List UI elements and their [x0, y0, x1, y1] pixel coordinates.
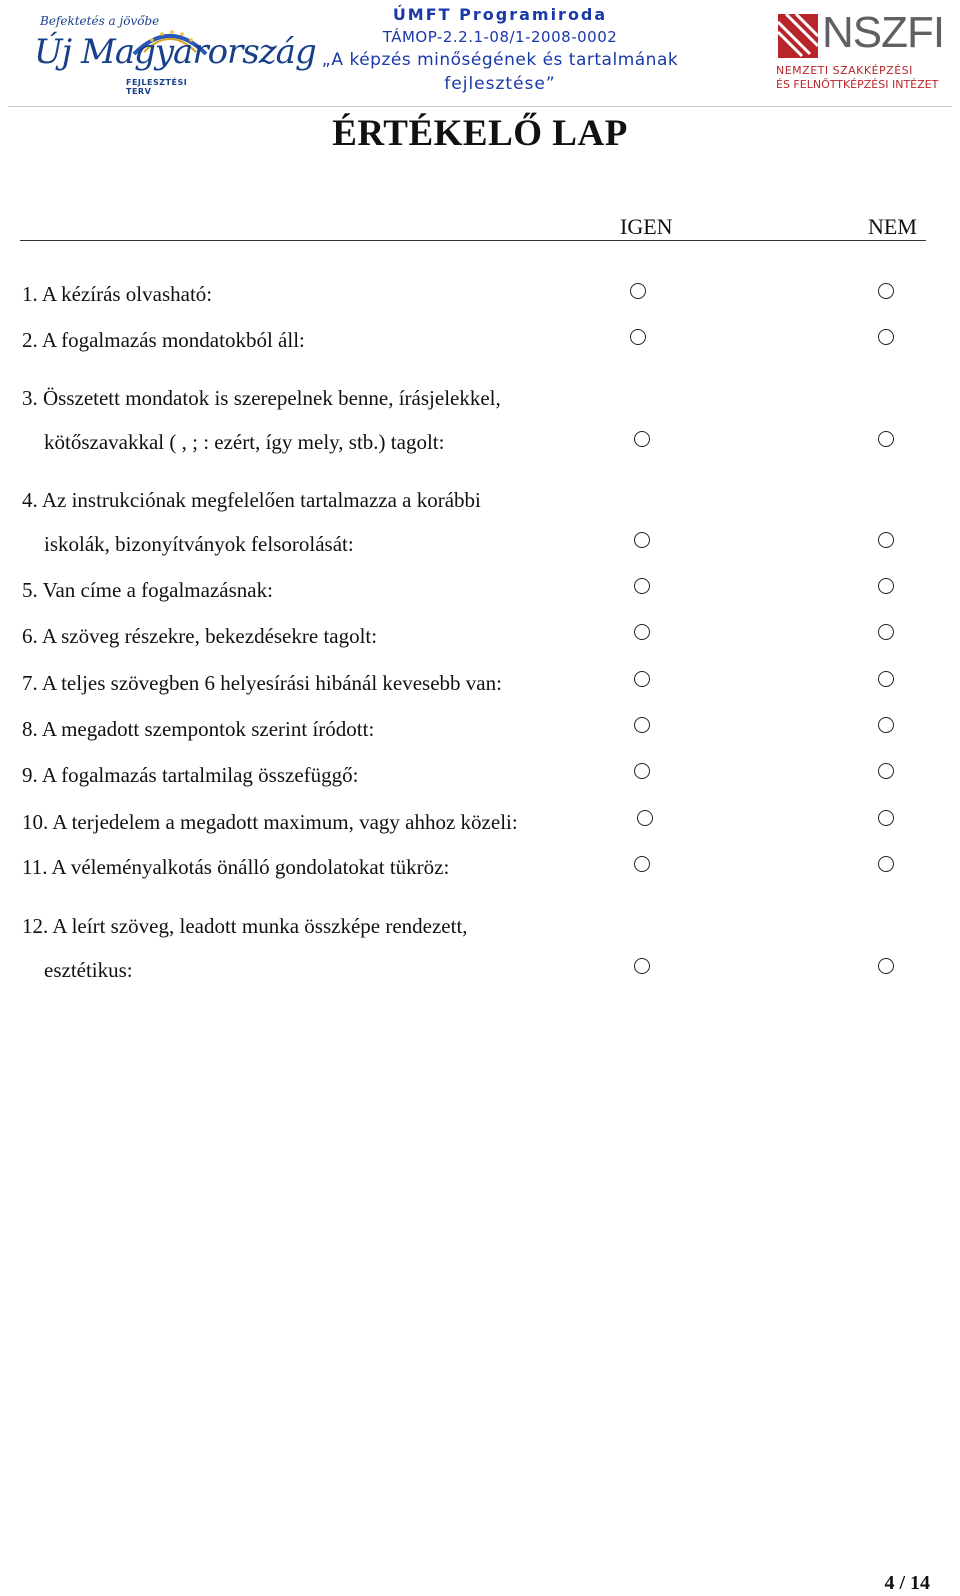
question-9: 9. A fogalmazás tartalmilag összefüggő:: [22, 763, 359, 787]
q12-no-radio[interactable]: [878, 958, 894, 974]
question-2: 2. A fogalmazás mondatokból áll:: [22, 328, 305, 352]
question-5: 5. Van címe a fogalmazásnak:: [22, 578, 273, 602]
q4-yes-radio[interactable]: [634, 532, 650, 548]
nszfi-subtitle-2: ÉS FELNŐTTKÉPZÉSI INTÉZET: [776, 78, 939, 91]
logo-plan: FEJLESZTÉSI TERV: [126, 78, 188, 96]
q4-no-radio[interactable]: [878, 532, 894, 548]
nszfi-mark-icon: [778, 14, 818, 58]
program-heading: [290, 4, 710, 96]
q3-yes-radio[interactable]: [634, 431, 650, 447]
program-office: ÚMFT Programiroda: [392, 5, 608, 24]
question-3: 3. Összetett mondatok is szerepelnek benne, írásjelekkel,: [22, 386, 501, 410]
nszfi-logo: [776, 8, 953, 92]
question-1: 1. A kézírás olvasható:: [22, 282, 213, 306]
question-4: 4. Az instrukciónak megfelelően tartalmazza a korábbi: [22, 488, 481, 512]
nszfi-brand: NSZFI: [822, 8, 945, 57]
q10-yes-radio[interactable]: [637, 810, 653, 826]
column-header-yes: IGEN: [620, 214, 673, 239]
question-12-continued: esztétikus:: [44, 958, 133, 982]
question-8: 8. A megadott szempontok szerint íródott:: [22, 717, 375, 741]
page-header: [0, 0, 960, 110]
nszfi-subtitle-1: NEMZETI SZAKKÉPZÉSI: [776, 64, 913, 77]
question-11: 11. A véleményalkotás önálló gondolatokat tükröz:: [22, 855, 450, 879]
q5-no-radio[interactable]: [878, 578, 894, 594]
q9-yes-radio[interactable]: [634, 763, 650, 779]
logo-tagline: Befektetés a jövőbe: [40, 14, 160, 28]
q8-no-radio[interactable]: [878, 717, 894, 733]
q6-yes-radio[interactable]: [634, 624, 650, 640]
q9-no-radio[interactable]: [878, 763, 894, 779]
q10-no-radio[interactable]: [878, 810, 894, 826]
q5-yes-radio[interactable]: [634, 578, 650, 594]
q1-no-radio[interactable]: [878, 283, 894, 299]
logo-brand: Új Magyarország: [34, 32, 316, 72]
project-code: TÁMOP-2.2.1-08/1-2008-0002: [382, 28, 618, 46]
header-divider: [8, 106, 952, 107]
question-4-continued: iskolák, bizonyítványok felsorolását:: [44, 532, 354, 556]
q7-yes-radio[interactable]: [634, 671, 650, 687]
q12-yes-radio[interactable]: [634, 958, 650, 974]
question-10: 10. A terjedelem a megadott maximum, vagy ahhoz közeli:: [22, 810, 518, 834]
q11-no-radio[interactable]: [878, 856, 894, 872]
column-header-no: NEM: [868, 214, 917, 239]
uj-magyarorszag-logo: [34, 10, 316, 96]
q7-no-radio[interactable]: [878, 671, 894, 687]
q2-no-radio[interactable]: [878, 329, 894, 345]
q6-no-radio[interactable]: [878, 624, 894, 640]
q11-yes-radio[interactable]: [634, 856, 650, 872]
q8-yes-radio[interactable]: [634, 717, 650, 733]
page-number: 4 / 14: [884, 1572, 930, 1594]
column-header-divider: [20, 240, 926, 241]
question-7: 7. A teljes szövegben 6 helyesírási hibánál kevesebb van:: [22, 671, 502, 695]
question-12: 12. A leírt szöveg, leadott munka összképe rendezett,: [22, 914, 468, 938]
question-3-continued: kötőszavakkal ( , ; : ezért, így mely, stb.) tagolt:: [44, 430, 445, 454]
question-6: 6. A szöveg részekre, bekezdésekre tagolt:: [22, 624, 378, 648]
q3-no-radio[interactable]: [878, 431, 894, 447]
project-title-line1: „A képzés minőségének és tartalmának: [321, 50, 679, 70]
page-title: ÉRTÉKELŐ LAP: [332, 113, 628, 154]
q1-yes-radio[interactable]: [630, 283, 646, 299]
project-title-line2: fejlesztése”: [444, 74, 556, 94]
q2-yes-radio[interactable]: [630, 329, 646, 345]
